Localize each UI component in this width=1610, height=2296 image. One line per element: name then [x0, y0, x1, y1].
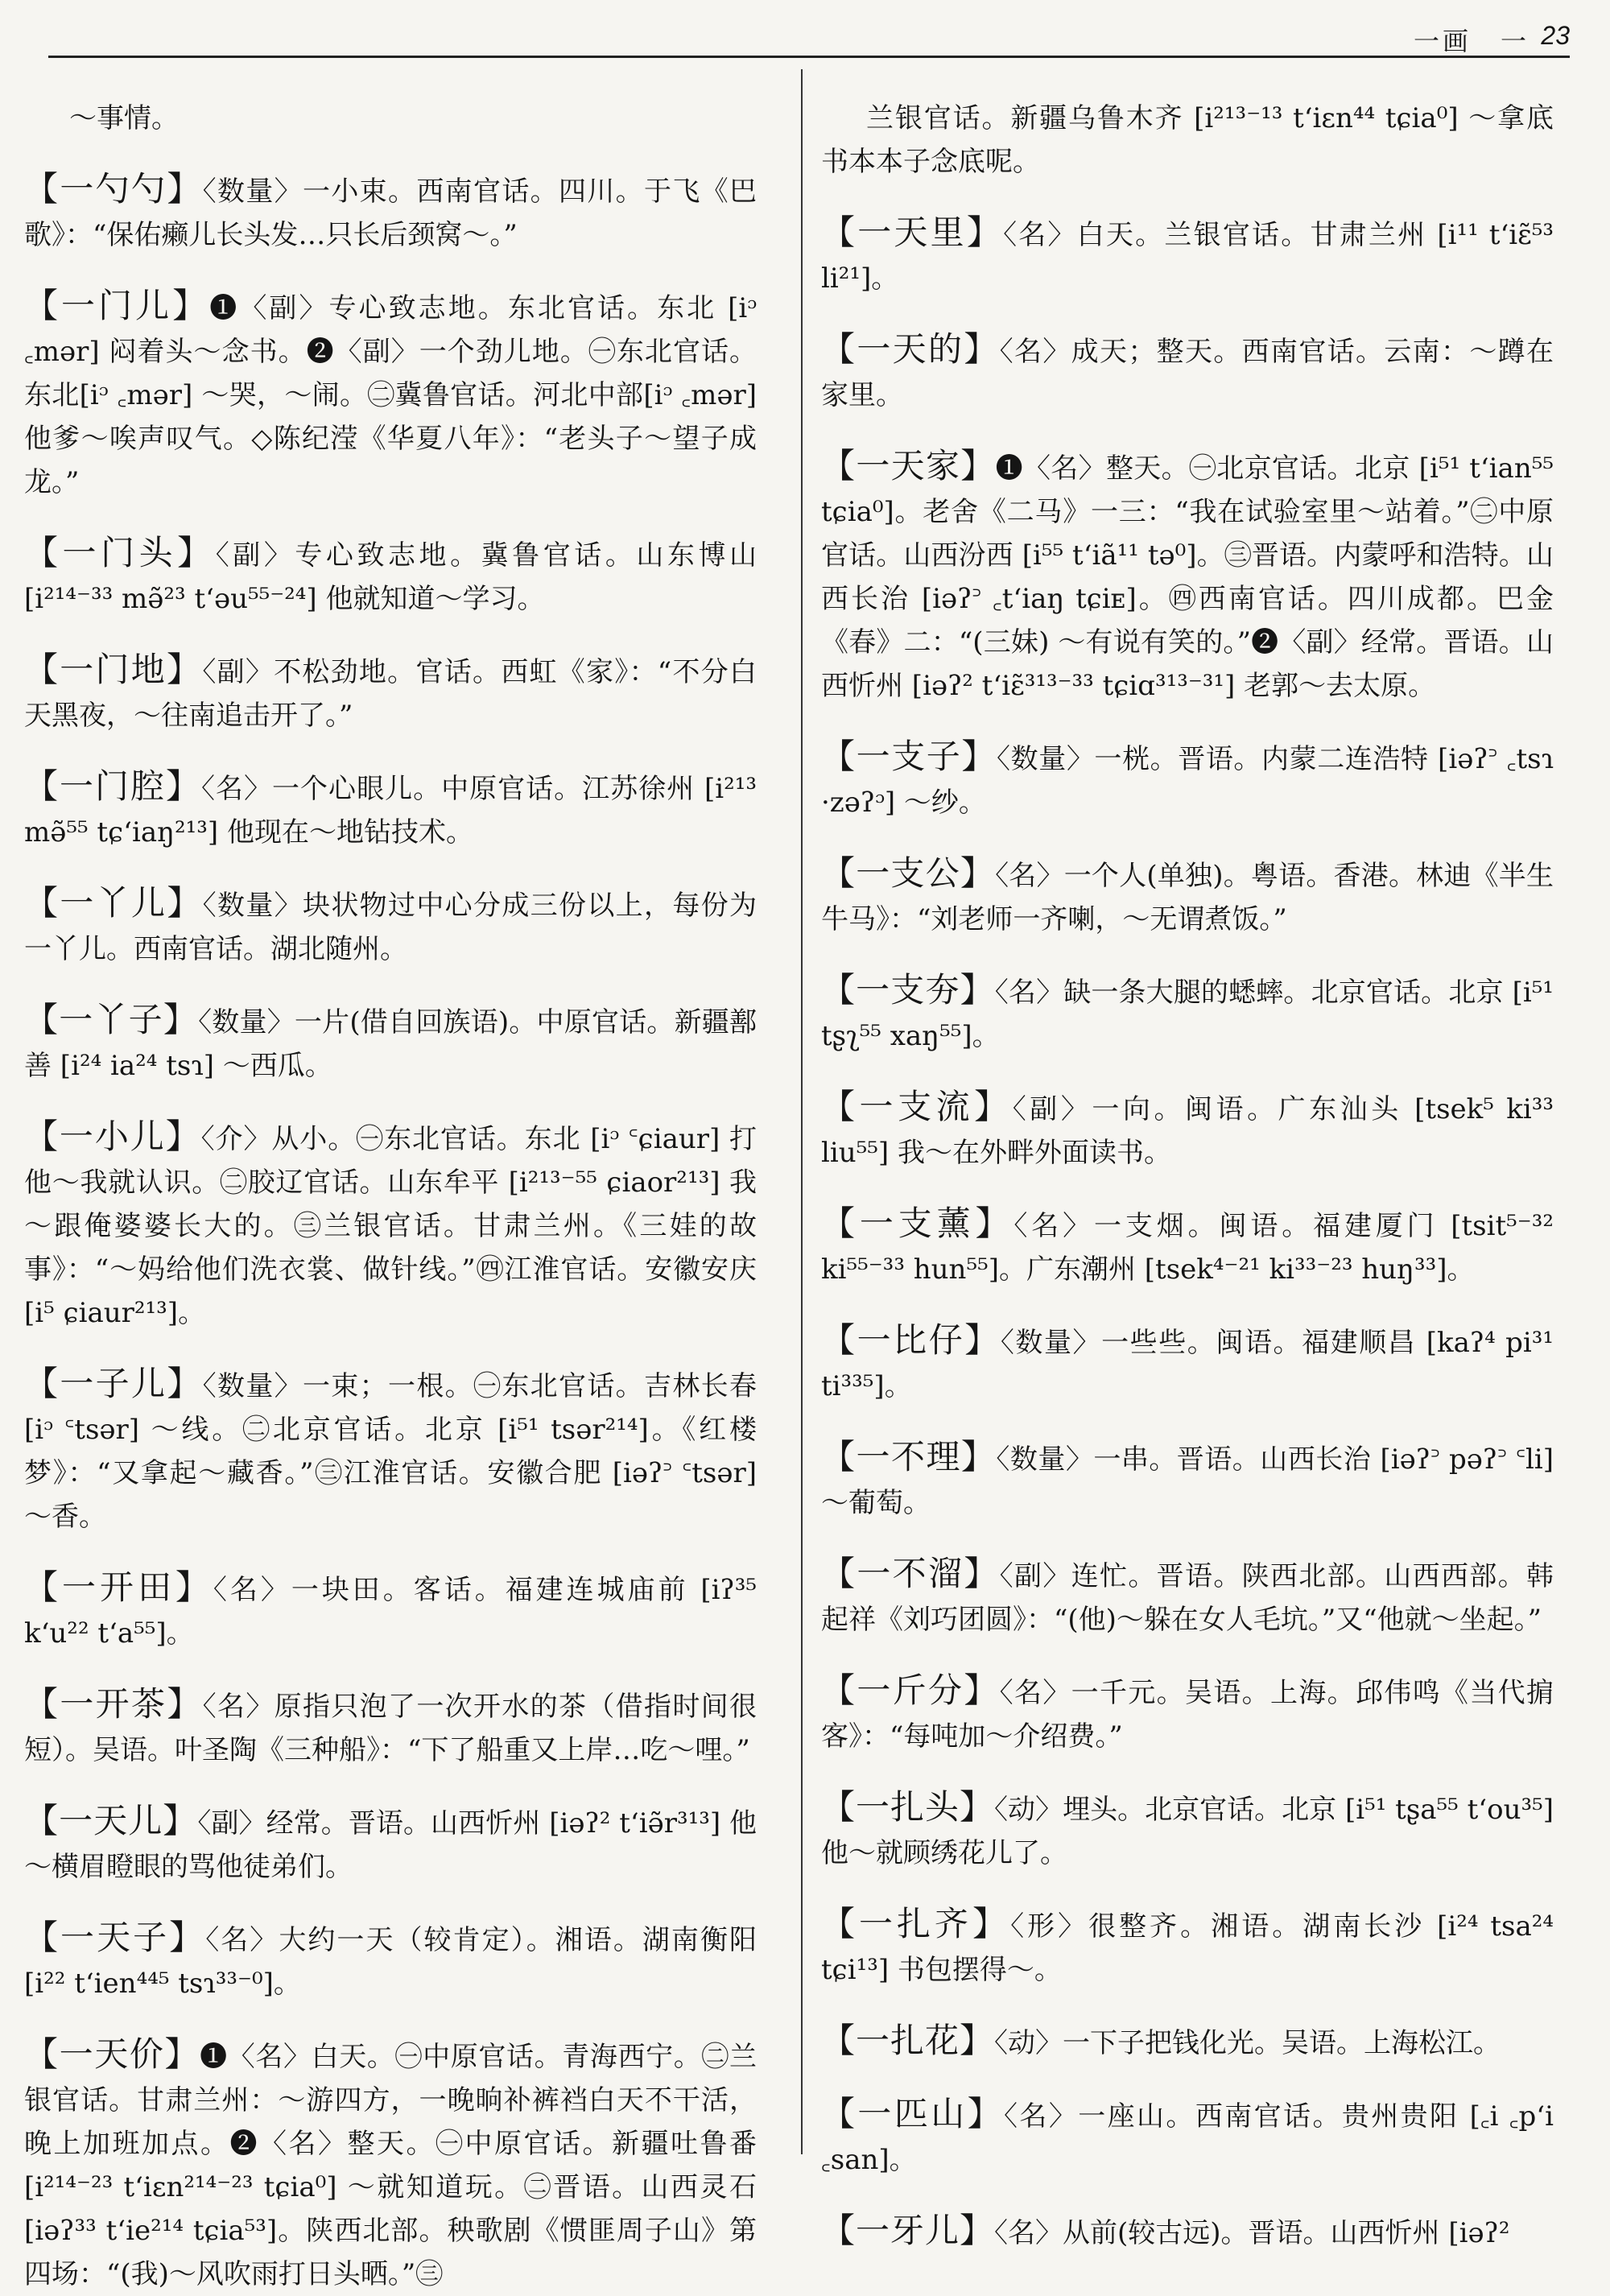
dictionary-entry [821, 444, 1554, 708]
dictionary-entry [821, 1902, 1554, 1992]
right-column [821, 69, 1554, 2250]
definition: 〈动〉埋头。北京官话。北京 [i⁵¹ tʂa⁵⁵ tʻou³⁵] 他～就顾绣花儿了。 [821, 1794, 1554, 1869]
headword: 【一门头】 [24, 533, 216, 572]
dictionary-entry [821, 2019, 1554, 2065]
headword: 【一扎花】 [821, 2021, 995, 2060]
headword: 【一天家】 [821, 446, 996, 485]
definition: 〈数量〉一桄。晋语。内蒙二连浩特 [iəʔ꜄ ꜀tsɿ ·zəʔᵓ] ～纱。 [821, 743, 1554, 819]
dictionary-entry [821, 1319, 1554, 1408]
definition: 〈名〉白天。兰银官话。甘肃兰州 [i¹¹ tʻiɛ̃⁵³ li²¹]。 [821, 219, 1554, 295]
definition: ❶〈名〉白天。㊀中原官话。青海西宁。㊁兰银官话。甘肃兰州：～游四方，一晚晌补裤裆白天不干活，晚上加班加点。❷〈名〉整天。㊀中原官话。新疆吐鲁番 [i²¹⁴⁻²³ tʻiɛn²¹⁴⁻²³ tɕia⁰] ～就知道玩。㊁晋语。山西灵石 [iəʔ³³ tʻie²¹⁴ tɕia⁵³]。陕西北部。秧歌剧《惯匪周子山》第四场：“(我)～风吹雨打日头晒。”㊂ [24, 2041, 757, 2290]
definition: 〈数量〉一片(借自回族语)。中原官话。新疆鄯善 [i²⁴ ia²⁴ tsɿ] ～西瓜。 [24, 1006, 757, 1082]
headword: 【一丫儿】 [24, 883, 203, 923]
dictionary-entry [821, 2209, 1554, 2255]
dictionary-entry [24, 648, 757, 737]
continuation-text: 兰银官话。新疆乌鲁木齐 [i²¹³⁻¹³ tʻiɛn⁴⁴ tɕia⁰] ～拿底书本本子念底呢。 [821, 102, 1554, 178]
definition: 〈形〉很整齐。湘语。湖南长沙 [i²⁴ tsa²⁴ tɕi¹³] 书包摆得～。 [821, 1910, 1554, 1986]
dictionary-entry [24, 765, 757, 854]
dictionary-entry [821, 1552, 1554, 1641]
headword: 【一斤分】 [821, 1670, 1000, 1710]
definition: 〈副〉一向。闽语。广东汕头 [tsek⁵ ki³³ liu⁵⁵] 我～在外畔外面读书。 [821, 1093, 1554, 1169]
dictionary-entry [821, 1435, 1554, 1525]
left-column [24, 69, 757, 2290]
definition: 〈名〉一块田。客话。福建连城庙前 [iʔ³⁵ kʻu²² tʻa⁵⁵]。 [24, 1574, 757, 1650]
dictionary-entry [24, 1683, 757, 1772]
dictionary-entry [24, 882, 757, 971]
headword: 【一天里】 [821, 213, 1004, 252]
dictionary-entry [24, 2033, 757, 2296]
dictionary-entry [821, 968, 1554, 1058]
definition: ❶〈副〉专心致志地。东北官话。东北 [iᵓ ꜀mər] 闷着头～念书。❷〈副〉一个劲儿地。㊀东北官话。东北[iᵓ ꜀mər] ～哭，～闹。㊁冀鲁官话。河北中部[iᵓ ꜀mər] 他爹～唉声叹气。◇陈纪滢《华夏八年》：“老头子～望子成龙。” [24, 292, 757, 498]
definition: 〈名〉一千元。吴语。上海。邱伟鸣《当代掮客》：“每吨加～介绍费。” [821, 1677, 1554, 1753]
definition: 〈数量〉一些些。闽语。福建顺昌 [kaʔ⁴ pi³¹ ti³³⁵]。 [821, 1327, 1554, 1402]
definition: 〈名〉缺一条大腿的蟋蟀。北京官话。北京 [i⁵¹ tʂʅ⁵⁵ xaŋ⁵⁵]。 [821, 977, 1554, 1052]
headword: 【一牙儿】 [821, 2211, 995, 2250]
headword: 【一扎齐】 [821, 1904, 1011, 1943]
headword: 【一不溜】 [821, 1554, 1000, 1593]
dictionary-entry [821, 852, 1554, 941]
definition: 〈名〉一支烟。闽语。福建厦门 [tsit⁵⁻³² ki⁵⁵⁻³³ hun⁵⁵]。广东潮州 [tsek⁴⁻²¹ ki³³⁻²³ huŋ³³]。 [821, 1210, 1554, 1286]
headword: 【一扎头】 [821, 1787, 995, 1827]
dictionary-entry [821, 328, 1554, 417]
definition: 〈名〉从前(较古远)。晋语。山西忻州 [iəʔ² [994, 2217, 1510, 2249]
dictionary-entry [24, 284, 757, 504]
dictionary-entry [821, 1786, 1554, 1875]
headword: 【一支流】 [821, 1087, 1013, 1126]
definition: 〈名〉一座山。西南官话。贵州贵阳 [꜀i ꜀pʻi ꜀san]。 [821, 2100, 1554, 2176]
headword: 【一子儿】 [24, 1364, 203, 1403]
headword: 【一支夯】 [821, 970, 995, 1010]
definition: 〈动〉一下子把钱化光。吴语。上海松江。 [994, 2027, 1501, 2059]
dictionary-entry [821, 735, 1554, 824]
headword: 【一丫子】 [24, 1000, 199, 1039]
definition: 〈数量〉一束；一根。㊀东北官话。吉林长春 [iᵓ ꜂tsər] ～线。㊁北京官话。北京 [i⁵¹ tsər²¹⁴]。《红楼梦》：“又拿起～藏香。”㊂江淮官话。安徽合肥 [iəʔ꜄ ꜂tsər] ～香。 [24, 1370, 757, 1533]
definition: 〈名〉一个心眼儿。中原官话。江苏徐州 [i²¹³ mə̃⁵⁵ tɕʻiaŋ²¹³] 他现在～地钻技术。 [24, 773, 757, 849]
dictionary-entry [24, 1115, 757, 1335]
header-rule [48, 56, 1570, 58]
definition: 〈数量〉块状物过中心分成三份以上，每份为一丫儿。西南官话。湖北随州。 [24, 890, 757, 965]
headword: 【一匹山】 [821, 2094, 1005, 2133]
dictionary-entry [24, 1566, 757, 1655]
page-header [48, 21, 1570, 58]
definition: 〈名〉原指只泡了一次开水的茶（借指时间很短）。吴语。叶圣陶《三种船》：“下了船重又上岸…吃～哩。” [24, 1691, 757, 1766]
headword: 【一勺勺】 [24, 169, 203, 209]
dictionary-entry [821, 1202, 1554, 1291]
definition: 〈名〉一个人(单独)。粤语。香港。林迪《半生牛马》：“刘老师一齐喇，～无谓煮饭。” [821, 860, 1554, 935]
headword: 【一门儿】 [24, 286, 210, 325]
page-number: 23 [1541, 21, 1570, 50]
dictionary-entry [24, 1799, 757, 1889]
headword: 【一门腔】 [24, 766, 202, 806]
section-title: 一画 一 [1413, 26, 1530, 56]
dictionary-entry [821, 1669, 1554, 1758]
column-divider [801, 69, 803, 2154]
dictionary-entry [821, 2092, 1554, 2182]
headword: 【一天的】 [821, 329, 1000, 369]
definition: 〈名〉成天；整天。西南官话。云南：～蹲在家里。 [821, 336, 1554, 411]
headword: 【一门地】 [24, 650, 203, 689]
definition: 〈名〉大约一天（较肯定）。湘语。湖南衡阳 [i²² tʻien⁴⁴⁵ tsɿ³³⁻⁰]。 [24, 1924, 757, 2000]
definition: 〈副〉经常。晋语。山西忻州 [iəʔ² tʻiə̃r³¹³] 他～横眉瞪眼的骂他徒弟们。 [24, 1807, 757, 1883]
dictionary-entry [24, 998, 757, 1088]
headword: 【一开田】 [24, 1567, 213, 1607]
definition: ❶〈名〉整天。㊀北京官话。北京 [i⁵¹ tʻian⁵⁵ tɕia⁰]。老舍《二马》一三：“我在试验室里～站着。”㊁中原官话。山西汾西 [i⁵⁵ tʻiã¹¹ tə⁰]。㊂晋语。内蒙呼和浩特。山西长治 [iəʔ꜄ ꜀tʻiaŋ tɕiᴇ]。㊃西南官话。四川成都。巴金《春》二：“(三妹) ～有说有笑的。”❷〈副〉经常。晋语。山西忻州 [iəʔ² tʻiɛ̃³¹³⁻³³ tɕiɑ³¹³⁻³¹] 老郭～去太原。 [821, 452, 1554, 702]
dictionary-entry [24, 167, 757, 257]
headword: 【一小儿】 [24, 1117, 201, 1156]
definition: 〈副〉连忙。晋语。陕西北部。山西西部。韩起祥《刘巧团圆》：“(他)～躲在女人毛坑。”又“他就～坐起。” [821, 1560, 1554, 1636]
dictionary-entry [821, 1085, 1554, 1175]
dictionary-entry [24, 1916, 757, 2005]
definition: 〈数量〉一串。晋语。山西长治 [iəʔ꜄ pəʔ꜄ ꜂li] ～葡萄。 [821, 1443, 1554, 1519]
headword: 【一天价】 [24, 2034, 200, 2074]
headword: 【一支子】 [821, 737, 997, 776]
headword: 【一开茶】 [24, 1684, 203, 1724]
headword: 【一比仔】 [821, 1320, 1001, 1360]
dictionary-entry [24, 1362, 757, 1538]
headword: 【一天儿】 [24, 1801, 198, 1840]
headword: 【一支薰】 [821, 1204, 1014, 1243]
definition: 〈副〉专心致志地。冀鲁官话。山东博山 [i²¹⁴⁻³³ mə̃²³ tʻəu⁵⁵⁻²⁴] 他就知道～学习。 [24, 539, 757, 615]
headword: 【一不理】 [821, 1437, 997, 1476]
dictionary-entry [24, 531, 757, 621]
definition: 〈介〉从小。㊀东北官话。东北 [iᵓ ꜂ɕiaur] 打他～我就认识。㊁胶辽官话。山东牟平 [i²¹³⁻⁵⁵ ɕiaor²¹³] 我～跟俺婆婆长大的。㊂兰银官话。甘肃兰州。《三娃的故事》：“～妈给他们洗衣裳、做针线。”㊃江淮官话。安徽安庆 [i⁵ ɕiaur²¹³]。 [24, 1123, 757, 1329]
dictionary-entry [821, 211, 1554, 300]
continuation-text: ～事情。 [69, 102, 179, 134]
definition: 〈数量〉一小束。西南官话。四川。于飞《巴歌》：“保佑癞儿长头发…只长后颈窝～。” [24, 176, 757, 251]
definition: 〈副〉不松劲地。官话。西虹《家》：“不分白天黑夜，～往南追击开了。” [24, 656, 757, 732]
headword: 【一支公】 [821, 853, 996, 893]
headword: 【一天子】 [24, 1918, 206, 1957]
